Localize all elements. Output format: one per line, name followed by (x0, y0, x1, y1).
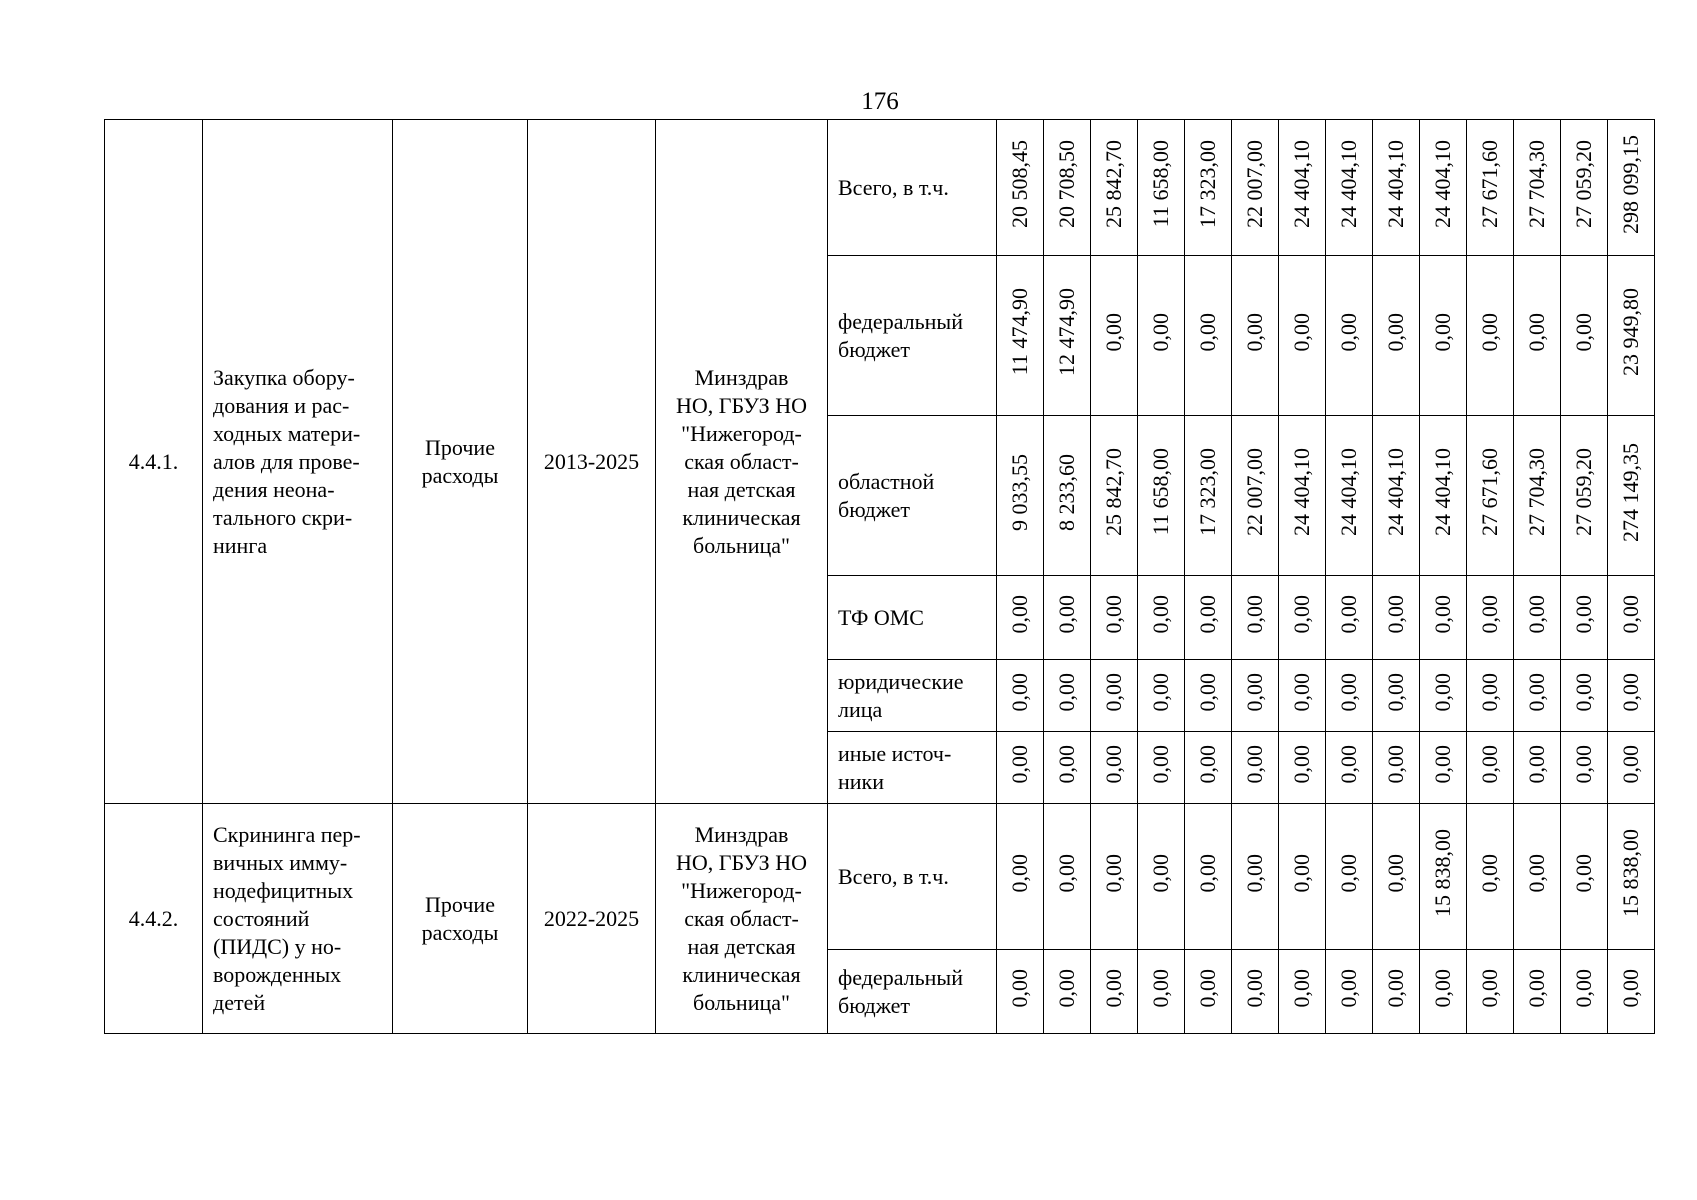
amount-value: 24 404,10 (1336, 448, 1361, 536)
amount-value: 25 842,70 (1101, 448, 1126, 536)
amount-cell (1279, 660, 1326, 732)
amount-value: 0,00 (1195, 744, 1220, 784)
amount-cell (1326, 576, 1373, 660)
amount-cell (1138, 660, 1185, 732)
amount-value: 0,00 (1383, 594, 1408, 634)
amount-cell (1608, 732, 1655, 804)
amount-cell (1091, 660, 1138, 732)
amount-value: 0,00 (1242, 672, 1267, 712)
amount-value: 0,00 (1242, 594, 1267, 634)
amount-value: 0,00 (1383, 672, 1408, 712)
amount-cell (1185, 256, 1232, 416)
amount-value: 0,00 (1289, 672, 1314, 712)
amount-cell (1561, 416, 1608, 576)
implementation-period (528, 120, 656, 804)
amount-value: 0,00 (1195, 853, 1220, 893)
amount-value: 0,00 (1148, 853, 1173, 893)
amount-cell (1044, 120, 1091, 256)
amount-cell (1514, 120, 1561, 256)
amount-cell (1232, 256, 1279, 416)
amount-value: 0,00 (1383, 744, 1408, 784)
amount-value: 0,00 (1477, 744, 1502, 784)
funding-source-label-text: федеральный бюджет (838, 964, 963, 1018)
funding-source-label (828, 804, 997, 950)
amount-value: 27 704,30 (1524, 140, 1549, 228)
amount-value: 0,00 (1195, 594, 1220, 634)
amount-cell (1138, 950, 1185, 1034)
amount-value: 0,00 (1336, 853, 1361, 893)
amount-cell (997, 416, 1044, 576)
amount-cell (1185, 120, 1232, 256)
amount-cell (1326, 256, 1373, 416)
amount-cell (1232, 950, 1279, 1034)
amount-value: 0,00 (1054, 853, 1079, 893)
amount-value: 22 007,00 (1242, 140, 1267, 228)
amount-cell (1185, 660, 1232, 732)
amount-value: 0,00 (1571, 853, 1596, 893)
amount-cell (1185, 576, 1232, 660)
amount-value: 0,00 (1007, 672, 1032, 712)
amount-cell (1373, 950, 1420, 1034)
expense-type (393, 120, 528, 804)
implementation-period (528, 804, 656, 1034)
expense-type-text: Прочие расходы (421, 891, 499, 945)
amount-cell (1373, 804, 1420, 950)
amount-cell (1467, 732, 1514, 804)
amount-cell (1467, 120, 1514, 256)
amount-cell (1561, 804, 1608, 950)
amount-value: 22 007,00 (1242, 448, 1267, 536)
amount-cell (1420, 256, 1467, 416)
amount-value: 0,00 (1477, 853, 1502, 893)
amount-value: 11 658,00 (1148, 448, 1173, 536)
amount-cell (1420, 120, 1467, 256)
amount-cell (1091, 416, 1138, 576)
amount-cell (1561, 660, 1608, 732)
item-name (203, 120, 393, 804)
amount-value: 0,00 (1007, 594, 1032, 634)
amount-value: 0,00 (1054, 672, 1079, 712)
amount-value: 0,00 (1148, 312, 1173, 352)
expense-type (393, 804, 528, 1034)
responsible-organization (656, 804, 828, 1034)
amount-cell (1561, 576, 1608, 660)
amount-cell (1561, 732, 1608, 804)
amount-cell (997, 576, 1044, 660)
amount-cell (1091, 950, 1138, 1034)
amount-cell (1420, 804, 1467, 950)
amount-cell (1279, 804, 1326, 950)
responsible-organization (656, 120, 828, 804)
amount-value: 0,00 (1477, 594, 1502, 634)
amount-cell (1091, 804, 1138, 950)
funding-source-label-text: иные источ- ники (838, 740, 952, 794)
page-number: 176 (861, 88, 899, 115)
amount-cell (1279, 576, 1326, 660)
amount-cell (1467, 950, 1514, 1034)
amount-cell (997, 120, 1044, 256)
amount-value: 0,00 (1477, 312, 1502, 352)
amount-value: 0,00 (1477, 672, 1502, 712)
amount-cell (1091, 256, 1138, 416)
amount-value: 0,00 (1007, 744, 1032, 784)
amount-value: 12 474,90 (1054, 288, 1079, 376)
item-code (105, 120, 203, 804)
amount-value: 0,00 (1477, 968, 1502, 1008)
funding-source-label-text: Всего, в т.ч. (838, 174, 949, 200)
amount-value: 25 842,70 (1101, 140, 1126, 228)
amount-value: 0,00 (1242, 968, 1267, 1008)
item-name-text: Скрининга пер- вичных имму- нодефицитных состояний (ПИДС) у но- ворожденных детей (213, 821, 361, 1015)
item-code-text: 4.4.1. (128, 448, 179, 474)
amount-cell (1091, 576, 1138, 660)
amount-cell (1420, 950, 1467, 1034)
amount-value: 20 508,45 (1007, 140, 1032, 228)
amount-cell (1514, 660, 1561, 732)
amount-cell (1514, 732, 1561, 804)
amount-cell (1232, 416, 1279, 576)
amount-value: 0,00 (1289, 594, 1314, 634)
amount-cell (1232, 120, 1279, 256)
amount-value: 0,00 (1571, 312, 1596, 352)
amount-cell (1279, 256, 1326, 416)
funding-source-label (828, 576, 997, 660)
amount-value: 0,00 (1336, 672, 1361, 712)
amount-value: 0,00 (1148, 744, 1173, 784)
amount-value: 24 404,10 (1336, 140, 1361, 228)
amount-value: 0,00 (1148, 672, 1173, 712)
amount-cell (1420, 416, 1467, 576)
amount-value: 0,00 (1524, 594, 1549, 634)
amount-cell (1279, 416, 1326, 576)
amount-cell (1326, 660, 1373, 732)
amount-value: 0,00 (1101, 744, 1126, 784)
amount-value: 0,00 (1101, 312, 1126, 352)
amount-value: 0,00 (1101, 853, 1126, 893)
funding-source-label (828, 256, 997, 416)
table-row (105, 804, 1655, 950)
amount-value: 0,00 (1336, 744, 1361, 784)
funding-source-label (828, 416, 997, 576)
amount-value: 0,00 (1148, 968, 1173, 1008)
amount-cell (1279, 120, 1326, 256)
amount-value: 0,00 (1383, 853, 1408, 893)
amount-value: 0,00 (1007, 853, 1032, 893)
amount-cell (1326, 804, 1373, 950)
funding-source-label-text: Всего, в т.ч. (838, 863, 949, 889)
amount-cell (1326, 732, 1373, 804)
amount-value: 0,00 (1524, 744, 1549, 784)
amount-cell (1138, 576, 1185, 660)
amount-cell (1467, 416, 1514, 576)
amount-value: 15 838,00 (1618, 829, 1643, 917)
amount-cell (997, 660, 1044, 732)
amount-value: 0,00 (1054, 968, 1079, 1008)
amount-cell (1373, 660, 1420, 732)
amount-cell (1232, 576, 1279, 660)
amount-cell (1232, 732, 1279, 804)
amount-value: 0,00 (1336, 968, 1361, 1008)
amount-value: 24 404,10 (1289, 140, 1314, 228)
funding-source-label (828, 950, 997, 1034)
amount-value: 0,00 (1571, 594, 1596, 634)
amount-value: 0,00 (1242, 744, 1267, 784)
amount-value: 27 059,20 (1571, 140, 1596, 228)
amount-cell (1326, 120, 1373, 256)
amount-value: 24 404,10 (1430, 448, 1455, 536)
amount-cell (1420, 576, 1467, 660)
amount-value: 15 838,00 (1430, 829, 1455, 917)
amount-value: 0,00 (1524, 968, 1549, 1008)
item-name-text: Закупка обору- дования и рас- ходных матери- алов для прове- дения неона- тального скри- нинга (213, 364, 361, 558)
amount-cell (997, 804, 1044, 950)
amount-value: 24 404,10 (1289, 448, 1314, 536)
funding-source-label-text: юридические лица (838, 668, 964, 722)
amount-cell (1185, 732, 1232, 804)
funding-source-label-text: областной бюджет (838, 468, 935, 522)
expense-type-text: Прочие расходы (421, 434, 499, 488)
amount-value: 0,00 (1571, 672, 1596, 712)
item-code-text: 4.4.2. (128, 905, 179, 931)
amount-value: 0,00 (1007, 968, 1032, 1008)
amount-value: 23 949,80 (1618, 288, 1643, 376)
amount-cell (1138, 416, 1185, 576)
funding-source-label-text: федеральный бюджет (838, 308, 963, 362)
amount-cell (1467, 256, 1514, 416)
responsible-organization-text: Минздрав НО, ГБУЗ НО "Нижегород- ская област- ная детская клиническая больница" (676, 364, 807, 558)
amount-value: 0,00 (1430, 968, 1455, 1008)
item-code (105, 804, 203, 1034)
amount-value: 0,00 (1242, 312, 1267, 352)
amount-value: 0,00 (1195, 312, 1220, 352)
amount-value: 24 404,10 (1383, 448, 1408, 536)
amount-cell (1138, 732, 1185, 804)
amount-cell (1044, 576, 1091, 660)
amount-value: 27 671,60 (1477, 448, 1502, 536)
amount-value: 0,00 (1054, 594, 1079, 634)
amount-cell (1044, 660, 1091, 732)
amount-cell (1232, 660, 1279, 732)
amount-cell (1373, 576, 1420, 660)
amount-value: 0,00 (1336, 594, 1361, 634)
amount-value: 24 404,10 (1383, 140, 1408, 228)
amount-cell (1514, 804, 1561, 950)
amount-cell (1138, 256, 1185, 416)
amount-value: 9 033,55 (1007, 453, 1032, 531)
amount-value: 0,00 (1289, 853, 1314, 893)
amount-cell (1420, 732, 1467, 804)
amount-cell (1185, 804, 1232, 950)
amount-value: 17 323,00 (1195, 140, 1220, 228)
amount-value: 0,00 (1101, 672, 1126, 712)
amount-cell (1044, 416, 1091, 576)
amount-value: 0,00 (1430, 594, 1455, 634)
amount-value: 0,00 (1571, 968, 1596, 1008)
amount-value: 11 658,00 (1148, 140, 1173, 228)
item-name (203, 804, 393, 1034)
amount-value: 0,00 (1618, 744, 1643, 784)
funding-source-label (828, 732, 997, 804)
amount-cell (1044, 732, 1091, 804)
amount-cell (1373, 256, 1420, 416)
amount-cell (1326, 416, 1373, 576)
amount-cell (1561, 120, 1608, 256)
amount-value: 0,00 (1430, 672, 1455, 712)
amount-cell (1373, 416, 1420, 576)
amount-cell (1467, 576, 1514, 660)
amount-value: 0,00 (1195, 968, 1220, 1008)
amount-value: 0,00 (1336, 312, 1361, 352)
amount-cell (1279, 732, 1326, 804)
amount-value: 0,00 (1383, 968, 1408, 1008)
amount-cell (1420, 660, 1467, 732)
amount-value: 0,00 (1383, 312, 1408, 352)
amount-cell (1044, 950, 1091, 1034)
implementation-period-text: 2013-2025 (543, 448, 640, 474)
amount-value: 0,00 (1289, 312, 1314, 352)
amount-cell (1608, 416, 1655, 576)
amount-value: 8 233,60 (1054, 453, 1079, 531)
amount-cell (1514, 576, 1561, 660)
amount-value: 0,00 (1618, 968, 1643, 1008)
funding-source-label (828, 120, 997, 256)
amount-value: 0,00 (1289, 968, 1314, 1008)
amount-cell (1138, 804, 1185, 950)
amount-value: 0,00 (1524, 853, 1549, 893)
amount-cell (1608, 256, 1655, 416)
amount-value: 0,00 (1430, 744, 1455, 784)
amount-value: 27 671,60 (1477, 140, 1502, 228)
amount-value: 298 099,15 (1618, 134, 1643, 234)
amount-value: 0,00 (1101, 594, 1126, 634)
amount-cell (1514, 416, 1561, 576)
amount-cell (1091, 120, 1138, 256)
amount-value: 0,00 (1430, 312, 1455, 352)
funding-source-label-text: ТФ ОМС (838, 604, 924, 630)
amount-cell (1279, 950, 1326, 1034)
amount-cell (1185, 950, 1232, 1034)
amount-value: 24 404,10 (1430, 140, 1455, 228)
amount-value: 20 708,50 (1054, 140, 1079, 228)
amount-cell (1514, 950, 1561, 1034)
implementation-period-text: 2022-2025 (543, 905, 640, 931)
amount-value: 0,00 (1195, 672, 1220, 712)
amount-cell (1467, 660, 1514, 732)
funding-source-label (828, 660, 997, 732)
amount-value: 0,00 (1618, 594, 1643, 634)
amount-cell (997, 732, 1044, 804)
amount-cell (1561, 256, 1608, 416)
amount-cell (1467, 804, 1514, 950)
amount-value: 0,00 (1571, 744, 1596, 784)
amount-value: 0,00 (1524, 672, 1549, 712)
amount-value: 11 474,90 (1007, 288, 1032, 376)
amount-cell (1044, 256, 1091, 416)
amount-value: 27 704,30 (1524, 448, 1549, 536)
amount-value: 274 149,35 (1618, 442, 1643, 542)
table-row (105, 120, 1655, 256)
amount-cell (1608, 576, 1655, 660)
amount-cell (1608, 950, 1655, 1034)
amount-cell (1373, 120, 1420, 256)
amount-cell (1185, 416, 1232, 576)
amount-cell (1044, 804, 1091, 950)
amount-cell (1608, 804, 1655, 950)
amount-value: 0,00 (1524, 312, 1549, 352)
amount-cell (1091, 732, 1138, 804)
amount-value: 0,00 (1148, 594, 1173, 634)
amount-cell (1514, 256, 1561, 416)
amount-value: 0,00 (1101, 968, 1126, 1008)
amount-value: 17 323,00 (1195, 448, 1220, 536)
amount-value: 0,00 (1618, 672, 1643, 712)
amount-cell (997, 950, 1044, 1034)
amount-cell (1608, 660, 1655, 732)
amount-cell (1232, 804, 1279, 950)
responsible-organization-text: Минздрав НО, ГБУЗ НО "Нижегород- ская област- ная детская клиническая больница" (676, 821, 807, 1015)
amount-value: 0,00 (1054, 744, 1079, 784)
amount-cell (1373, 732, 1420, 804)
amount-value: 0,00 (1289, 744, 1314, 784)
amount-cell (1561, 950, 1608, 1034)
amount-value: 0,00 (1242, 853, 1267, 893)
amount-cell (1608, 120, 1655, 256)
amount-value: 27 059,20 (1571, 448, 1596, 536)
amount-cell (1138, 120, 1185, 256)
funding-table (104, 119, 1655, 1034)
amount-cell (1326, 950, 1373, 1034)
amount-cell (997, 256, 1044, 416)
